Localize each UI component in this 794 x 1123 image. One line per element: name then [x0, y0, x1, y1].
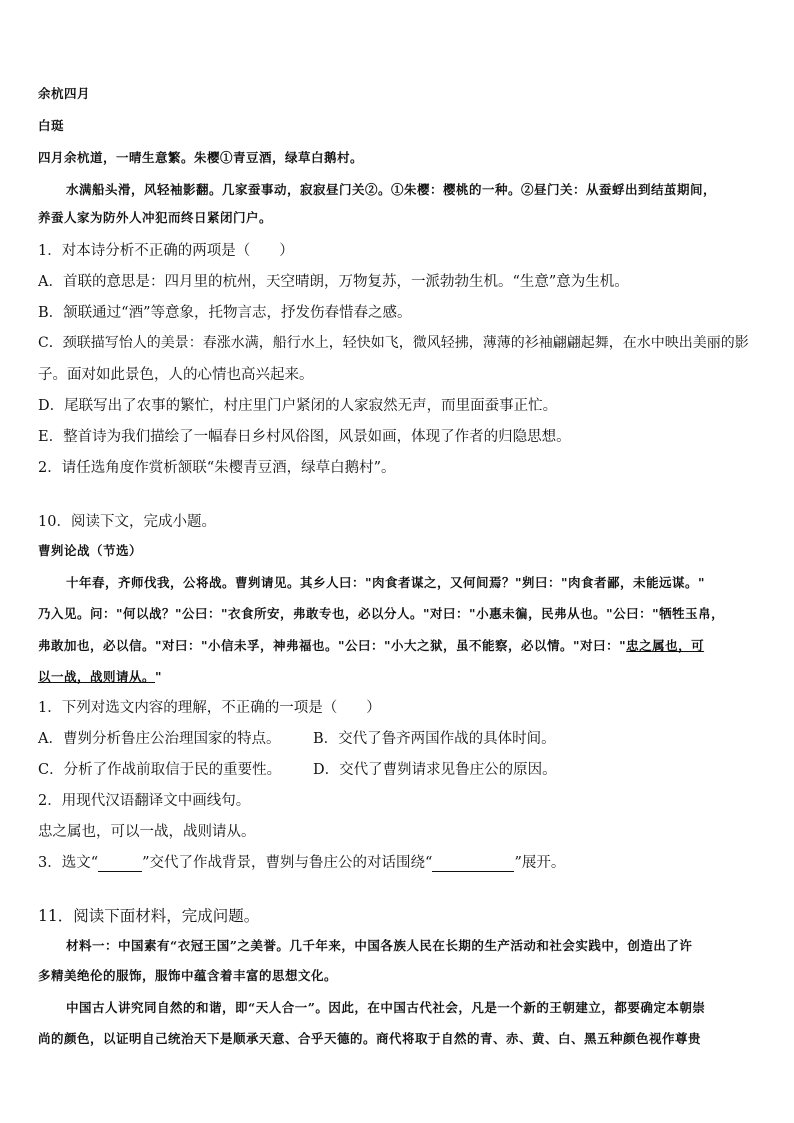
passage-line: 乃入见。问："何以战？"公曰："衣食所安，弗敢专也，必以分人。"对曰："小惠未徧，民弗从也。"公曰："牺牲玉帛，: [38, 606, 725, 621]
passage-text: ": [155, 669, 163, 684]
question-11-heading: 11．阅读下面材料，完成问题。: [38, 907, 260, 925]
q3-text: 3．选文“: [38, 855, 99, 871]
underlined-sentence: 忠之属也，可: [626, 638, 705, 653]
answer-blank[interactable]: [98, 857, 142, 872]
passage-text: 弗敢加也，必以信。"对曰："小信未孚，神弗福也。"公曰："小大之狱，虽不能察，必以情。"对曰：": [38, 638, 627, 653]
passage-line: [38, 667, 760, 685]
material-line: 尚的颜色，以证明自己统治天下是顺承天意、合乎天德的。商代将取于自然的青、赤、黄、白、黑五种颜色视作尊贵: [38, 1031, 702, 1046]
option-c-cont: 子。面对如此景色，人的心情也高兴起来。: [38, 367, 314, 383]
option-b: B．交代了鲁齐两国作战的具体时间。: [313, 731, 556, 747]
option-row: [38, 727, 760, 748]
translation-line: 忠之属也，可以一战，战则请从。: [38, 824, 256, 840]
option-b: B．颔联通过“酒”等意象，托物言志，抒发伤春惜春之感。: [38, 305, 412, 321]
poem-title: 余杭四月: [38, 86, 91, 101]
passage-line: [38, 636, 760, 654]
answer-blank[interactable]: [432, 857, 514, 872]
poem-note: 养蚕人家为防外人冲犯而终日紧闭门户。: [38, 210, 273, 225]
poem-line: 四月余杭道，一晴生意繁。朱樱①青豆酒，绿草白鹅村。: [38, 150, 364, 165]
q3-text: ”交代了作战背景，曹刿与鲁庄公的对话围绕“: [142, 855, 433, 871]
poem-author: 白珽: [38, 118, 65, 133]
option-c: C．颈联描写怡人的美景：春涨水满，船行水上，轻快如飞，微风轻拂，薄薄的衫袖翩翩起舞，在水中映出美丽的影: [38, 335, 749, 351]
passage-line: 十年春，齐师伐我，公将战。曹刿请见。其乡人曰："肉食者谋之，又何间焉？"刿曰："肉食者鄙，未能远谋。": [66, 575, 706, 590]
passage-title: 曹刿论战（节选）: [38, 543, 143, 558]
poem-line: 水满船头滑，风轻袖影翻。几家蚕事动，寂寂昼门关②。①朱樱：樱桃的一种。②昼门关：从蚕蜉出到结茧期间，: [66, 182, 717, 197]
option-a: A．首联的意思是：四月里的杭州，天空晴朗，万物复苏，一派勃勃生机。“生意”意为生机。: [38, 274, 629, 290]
option-row: [38, 758, 760, 779]
option-e: E．整首诗为我们描绘了一幅春日乡村风俗图，风景如画，体现了作者的归隐思想。: [38, 429, 571, 445]
material-line: 中国古人讲究同自然的和谐，即“天人合一”。因此，在中国古代社会，凡是一个新的王朝建立，都要确定本朝崇: [66, 1000, 706, 1015]
question-9-1: 1．对本诗分析不正确的两项是（ ）: [38, 243, 294, 259]
option-d: D．交代了曹刿请求见鲁庄公的原因。: [313, 762, 557, 778]
option-d: D．尾联写出了农事的繁忙，村庄里门户紧闭的人家寂然无声，而里面蚕事正忙。: [38, 398, 558, 414]
q3-text: ”展开。: [514, 855, 566, 871]
question-9-2: 2．请任选角度作赏析颔联“朱樱青豆酒，绿草白鹅村”。: [38, 460, 396, 476]
question-10-2: 2．用现代汉语翻译文中画线句。: [38, 793, 251, 809]
material-line: 多精美绝伦的服饰，服饰中蕴含着丰富的思想文化。: [38, 968, 338, 983]
option-c: C．分析了作战前取信于民的重要性。: [38, 762, 282, 778]
material-line: 材料一：中国素有“衣冠王国”之美誉。几千年来，中国各族人民在长期的生产活动和社会实践中，创造出了许: [66, 938, 693, 953]
question-10-1: 1．下列对选文内容的理解，不正确的一项是（ ）: [38, 700, 381, 716]
question-10-3: [38, 851, 760, 872]
underlined-sentence: 以一战，战则请从。: [38, 669, 156, 684]
question-10-heading: 10．阅读下文，完成小题。: [38, 514, 216, 530]
option-a: A．曹刿分析鲁庄公治理国家的特点。: [38, 731, 281, 747]
